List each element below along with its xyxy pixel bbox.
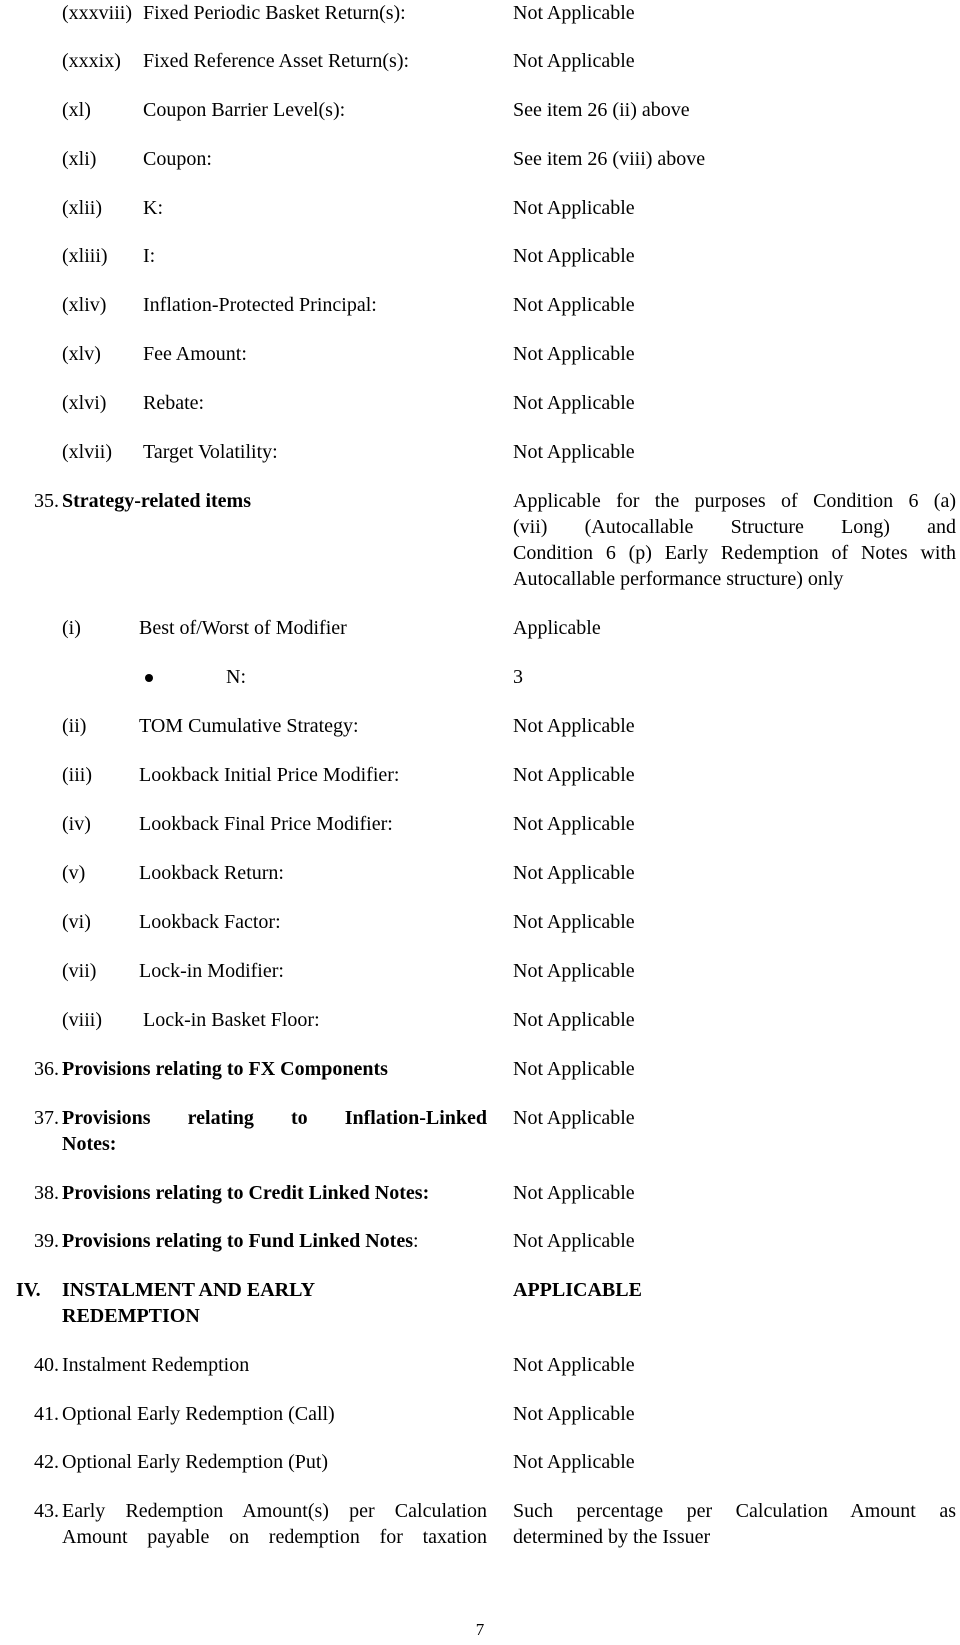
item-label: Fixed Periodic Basket Return(s):	[143, 2, 406, 24]
item-value: Not Applicable	[513, 960, 635, 982]
item-label: Optional Early Redemption (Put)	[62, 1451, 329, 1473]
value-line: Such percentage per Calculation Amount as	[513, 1500, 956, 1522]
label-line: Early Redemption Amount(s) per Calculation	[62, 1500, 487, 1522]
table-row	[0, 1498, 960, 1554]
item-label: Lock-in Basket Floor:	[143, 1009, 320, 1031]
item-number: (xl)	[62, 99, 91, 121]
label-line: Provisions relating to Inflation-Linked	[62, 1107, 487, 1129]
item-number: (xlvii)	[62, 441, 112, 463]
item-value: Not Applicable	[513, 862, 635, 884]
item-number: 36.	[34, 1058, 59, 1080]
item-number: (i)	[62, 617, 81, 639]
item-value: Not Applicable	[513, 197, 635, 219]
section-number: IV.	[16, 1279, 41, 1301]
item-value: 3	[513, 666, 523, 688]
item-value: See item 26 (viii) above	[513, 148, 706, 170]
item-value: Not Applicable	[513, 1058, 635, 1080]
item-value	[513, 1498, 956, 1550]
table-row	[0, 0, 960, 28]
item-number: (v)	[62, 862, 86, 884]
item-label: Rebate:	[143, 392, 205, 414]
item-label: TOM Cumulative Strategy:	[139, 715, 359, 737]
table-row	[0, 292, 960, 320]
item-number: (vii)	[62, 960, 97, 982]
title-line: REDEMPTION	[62, 1305, 200, 1327]
value-line: Applicable for the purposes of Condition 6 (a)	[513, 490, 956, 512]
item-value: Not Applicable	[513, 441, 635, 463]
table-row	[0, 1228, 960, 1256]
section-heading-row	[0, 1277, 960, 1333]
item-label: Lookback Factor:	[139, 911, 281, 933]
title-line: INSTALMENT AND EARLY	[62, 1279, 316, 1301]
item-value: Not Applicable	[513, 1403, 635, 1425]
item-value: See item 26 (ii) above	[513, 99, 690, 121]
item-value: Not Applicable	[513, 715, 635, 737]
item-label	[62, 1498, 487, 1550]
section-value: APPLICABLE	[513, 1279, 642, 1301]
table-row	[0, 958, 960, 986]
item-number: (xlvi)	[62, 392, 107, 414]
table-row	[0, 1056, 960, 1084]
table-row	[0, 811, 960, 839]
item-label: Lookback Initial Price Modifier:	[139, 764, 400, 786]
item-number: 43.	[34, 1500, 59, 1522]
item-value	[513, 488, 956, 592]
table-row	[0, 615, 960, 643]
strategy-items-row	[0, 488, 960, 598]
item-label: Strategy-related items	[62, 490, 252, 512]
item-label: Optional Early Redemption (Call)	[62, 1403, 335, 1425]
item-value: Not Applicable	[513, 764, 635, 786]
item-number: (iii)	[62, 764, 92, 786]
item-label: Provisions relating to FX Components	[62, 1058, 388, 1080]
item-value: Not Applicable	[513, 1354, 635, 1376]
label-line: Amount payable on redemption for taxation	[62, 1526, 487, 1548]
item-label: Lookback Final Price Modifier:	[139, 813, 393, 835]
item-value: Not Applicable	[513, 2, 635, 24]
table-row	[0, 1180, 960, 1208]
item-value: Not Applicable	[513, 1009, 635, 1031]
item-number: 37.	[34, 1107, 59, 1129]
value-line: Autocallable performance structure) only	[513, 568, 844, 590]
item-label: Coupon Barrier Level(s):	[143, 99, 346, 121]
item-label: Inflation-Protected Principal:	[143, 294, 377, 316]
item-value: Not Applicable	[513, 392, 635, 414]
item-value: Not Applicable	[513, 1182, 635, 1204]
item-value: Applicable	[513, 617, 601, 639]
item-label: Coupon:	[143, 148, 212, 170]
table-row	[0, 1449, 960, 1477]
item-label: Target Volatility:	[143, 441, 278, 463]
table-row	[0, 762, 960, 790]
page-number: 7	[475, 1620, 485, 1639]
item-value: Not Applicable	[513, 1451, 635, 1473]
item-number: (xxxviii)	[62, 2, 132, 24]
item-label: Lock-in Modifier:	[139, 960, 284, 982]
item-number: (xliv)	[62, 294, 107, 316]
table-row	[0, 1352, 960, 1380]
table-row	[0, 243, 960, 271]
table-row	[0, 146, 960, 174]
table-row	[0, 909, 960, 937]
item-label: K:	[143, 197, 163, 219]
value-line: (vii) (Autocallable Structure Long) and	[513, 516, 956, 538]
item-label: Fixed Reference Asset Return(s):	[143, 50, 410, 72]
item-number: 42.	[34, 1451, 59, 1473]
item-number: 39.	[34, 1230, 59, 1252]
table-row	[0, 97, 960, 125]
item-label: Provisions relating to Credit Linked Notes:	[62, 1182, 430, 1204]
label-text: Provisions relating to Fund Linked Notes	[62, 1230, 413, 1252]
value-line: determined by the Issuer	[513, 1526, 711, 1548]
item-number: 35.	[34, 490, 59, 512]
item-value: Not Applicable	[513, 294, 635, 316]
item-label	[62, 1105, 487, 1157]
item-value: Not Applicable	[513, 1107, 635, 1129]
table-row	[0, 1105, 960, 1161]
label-suffix: :	[412, 1230, 419, 1252]
value-line: Condition 6 (p) Early Redemption of Notes with	[513, 542, 956, 564]
table-row	[0, 195, 960, 223]
item-label: I:	[143, 245, 156, 267]
item-value: Not Applicable	[513, 1230, 635, 1252]
item-number: (vi)	[62, 911, 91, 933]
table-row	[0, 860, 960, 888]
item-value: Not Applicable	[513, 50, 635, 72]
label-line: Notes:	[62, 1133, 117, 1155]
item-label: N:	[226, 666, 246, 688]
item-value: Not Applicable	[513, 813, 635, 835]
table-row	[0, 341, 960, 369]
item-number: 40.	[34, 1354, 59, 1376]
item-label: Lookback Return:	[139, 862, 284, 884]
table-row	[0, 439, 960, 467]
bullet-icon	[145, 674, 153, 682]
item-number: (xlii)	[62, 197, 102, 219]
item-number: 41.	[34, 1403, 59, 1425]
section-title	[62, 1277, 315, 1329]
item-number: 38.	[34, 1182, 59, 1204]
item-label	[62, 1228, 419, 1254]
item-number: (xli)	[62, 148, 97, 170]
item-label: Fee Amount:	[143, 343, 247, 365]
item-label: Best of/Worst of Modifier	[139, 617, 347, 639]
item-number: (viii)	[62, 1009, 102, 1031]
item-value: Not Applicable	[513, 911, 635, 933]
bullet-row	[0, 664, 960, 692]
table-row	[0, 1401, 960, 1429]
item-number: (xliii)	[62, 245, 108, 267]
item-number: (xlv)	[62, 343, 101, 365]
item-number: (iv)	[62, 813, 91, 835]
table-row	[0, 390, 960, 418]
table-row	[0, 48, 960, 76]
item-number: (ii)	[62, 715, 87, 737]
item-label: Instalment Redemption	[62, 1354, 250, 1376]
item-value: Not Applicable	[513, 245, 635, 267]
table-row	[0, 713, 960, 741]
item-number: (xxxix)	[62, 50, 121, 72]
table-row	[0, 1007, 960, 1035]
item-value: Not Applicable	[513, 343, 635, 365]
